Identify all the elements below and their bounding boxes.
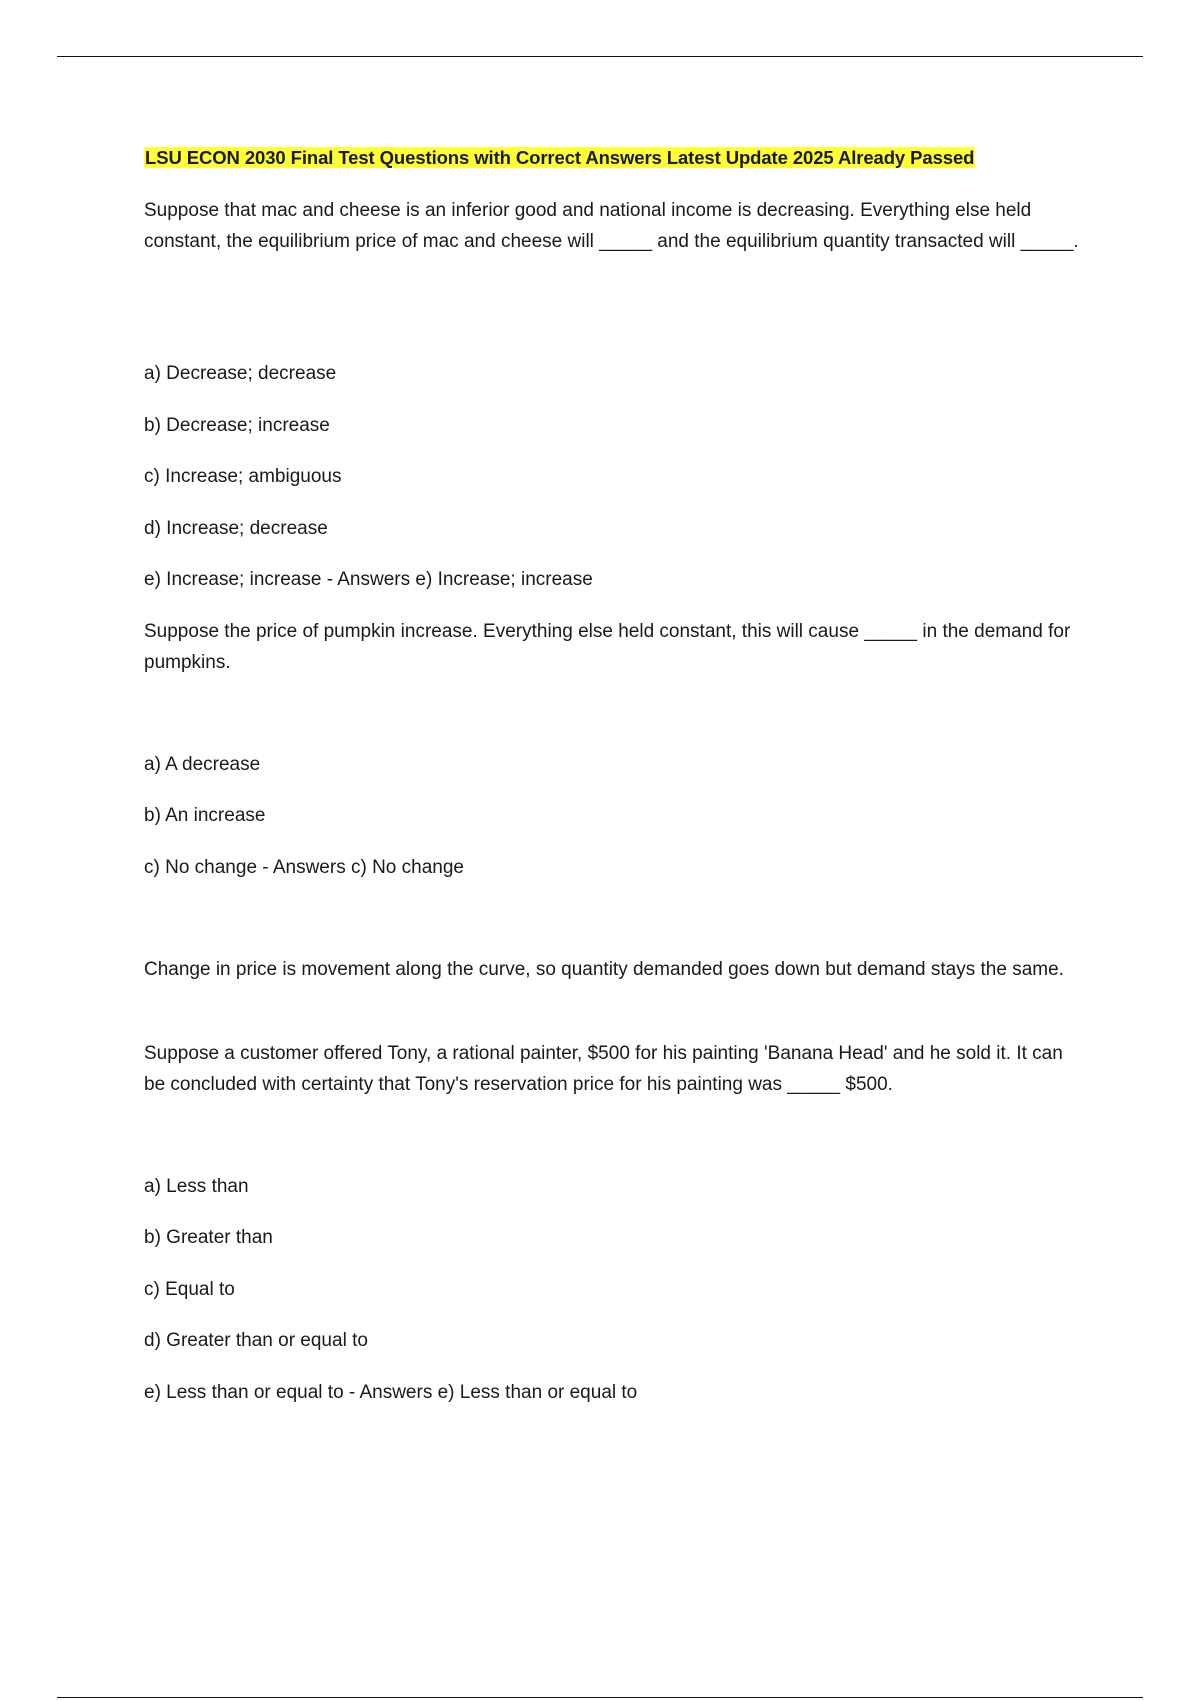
document-title-text: LSU ECON 2030 Final Test Questions with Correct Answers Latest Update 2025 Already Passed	[145, 147, 975, 168]
document-title	[144, 145, 975, 171]
footer-rule	[57, 1697, 1143, 1698]
question-1-option-b: b) Decrease; increase	[144, 415, 330, 436]
question-3-option-c: c) Equal to	[144, 1279, 235, 1300]
question-3-option-b: b) Greater than	[144, 1227, 273, 1248]
question-2-option-a: a) A decrease	[144, 754, 261, 775]
question-1-stem: Suppose that mac and cheese is an inferior good and national income is decreasing. Everything else held constant, the equilibrium price of mac and cheese will _____ and the equilibrium quantity transacted will _____.	[144, 200, 1079, 252]
question-1-option-c: c) Increase; ambiguous	[144, 466, 342, 487]
question-3-stem: Suppose a customer offered Tony, a rational painter, $500 for his painting 'Banana Head' and he sold it. It can be concluded with certainty that Tony's reservation price for his painting was _____ $500.	[144, 1043, 1063, 1095]
question-1-option-e-answer: e) Increase; increase - Answers e) Increase; increase	[144, 569, 593, 590]
question-3-option-d: d) Greater than or equal to	[144, 1330, 368, 1351]
question-3-option-a: a) Less than	[144, 1176, 249, 1197]
question-3-option-e-answer: e) Less than or equal to - Answers e) Less than or equal to	[144, 1382, 638, 1403]
question-2-explanation: Change in price is movement along the curve, so quantity demanded goes down but demand stays the same.	[144, 959, 1064, 980]
question-2-option-c-answer: c) No change - Answers c) No change	[144, 857, 464, 878]
question-2-option-b: b) An increase	[144, 805, 266, 826]
header-rule	[57, 56, 1143, 57]
question-1-option-a: a) Decrease; decrease	[144, 363, 337, 384]
question-1-option-d: d) Increase; decrease	[144, 518, 328, 539]
question-2-stem: Suppose the price of pumpkin increase. Everything else held constant, this will cause _____ in the demand for pumpkins.	[144, 621, 1071, 673]
